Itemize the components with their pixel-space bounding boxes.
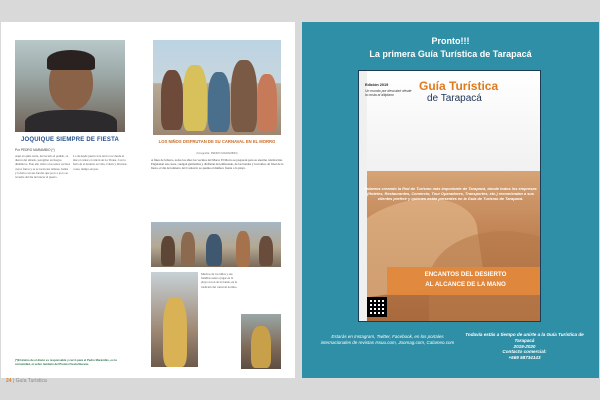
qr-code-icon: [367, 297, 387, 317]
crowd-photo: [151, 222, 281, 267]
contact-line-3: Contacto comercial:: [502, 349, 547, 355]
page-number: 24: [6, 378, 12, 384]
contact-line-1: Todavía estás a tiempo de unirte a la Guía Turística de Tarapacá: [465, 332, 584, 343]
article-column-2: Lo da desde puerto trae tan la voz desde el mar el cantar el cantón de La Tirana. Con la feria de el desierto su vida, Caleta y diversas cosas, tiempo en paz.: [73, 154, 127, 171]
book-overlay-text: Estamos creando la Red de Turismo más importante de Tarapacá, donde todos los empresas (Hoteles, Restaurantes, Comercio, Tour Operadores, Transportes, etc.) recomiendan a sus clientes preferir y quienes están presentes en la Guía de Turismo de Tarapacá.: [364, 186, 537, 201]
dancer-photo: [151, 272, 198, 367]
book-edition: Edición 2019: [365, 83, 389, 87]
left-page: [1, 22, 295, 378]
contact-phone: +569 58734143: [508, 355, 541, 361]
social-media-text: Estarás en Instagram, Twitter, Facebook, en los portales internacionales de revistas Issuu.com, Joomag.com, Calameo.com: [320, 334, 455, 345]
article-column-3: Muchos de los niños y sus familias salen a jugar en la playa al son de la banda, en la tradición del carnaval nortino.: [201, 272, 238, 289]
contact-block: [457, 332, 592, 361]
contact-line-2: 2019-2020: [513, 343, 536, 349]
byline: Por PEDRO MARAMBIO (*): [15, 148, 55, 152]
book-title-1: Guía Turística: [419, 79, 499, 93]
page-footer-label: | Guía Turística: [12, 378, 47, 384]
book-subtitle: Un mundo por descubrir desde la costa al altiplano: [365, 89, 412, 98]
encantos-line-1: ENCANTOS DEL DESIERTO: [424, 271, 507, 278]
page-footer-left: [6, 378, 47, 384]
author-note: (*)El ánimo de el diario es responsable y cerró para el Pedro Marambio, es la comunidad, el señor también del Premio Fiesta Nuevas.: [15, 358, 117, 366]
photo-caption-title: LOS NIÑOS DISFRUTAN DE SU CARNAVAL EN EL MORRO: [158, 139, 276, 144]
photo-caption-credit: (fotografía: PEDRO MARAMBIO): [196, 151, 238, 155]
guide-book-cover: [358, 70, 541, 322]
child-photo: [241, 314, 281, 369]
article-column-1: Aquí en quite sucia, del recudo el pedido, se dieron del sábado, peregrino en fuegos dinámicos. Este año visitó a las sanos vecinos cuyos frutos y se se tacan sus talleres, bailes y la feria con sus faroles que poco a poco se revestía del día de buscar el puerto.: [15, 154, 70, 180]
author-photo: [15, 40, 125, 132]
carnival-photo: [153, 40, 281, 135]
promo-headline-2: La primera Guía Turística de Tarapacá: [369, 49, 532, 59]
section-title: JOQUIQUE SIEMPRE DE FIESTA: [20, 137, 120, 143]
book-title-2: de Tarapacá: [427, 93, 482, 104]
article-body-wide: A fines de febrero, todos los años los vecinos del Morro El Morro se preparan para su enorme celebración. Engalanan sus casas, cuelgan guirnaldas y disfrutan del enfiestado, de las bandas y los bailes. Al final de la fiesta, el día del entierro del Carnaval, se quema el muñeco frente a la playa.: [151, 158, 284, 171]
right-page: [302, 22, 599, 378]
promo-headline-1: Pronto!!!: [431, 36, 470, 46]
encantos-line-2: AL ALCANCE DE LA MANO: [425, 281, 506, 288]
